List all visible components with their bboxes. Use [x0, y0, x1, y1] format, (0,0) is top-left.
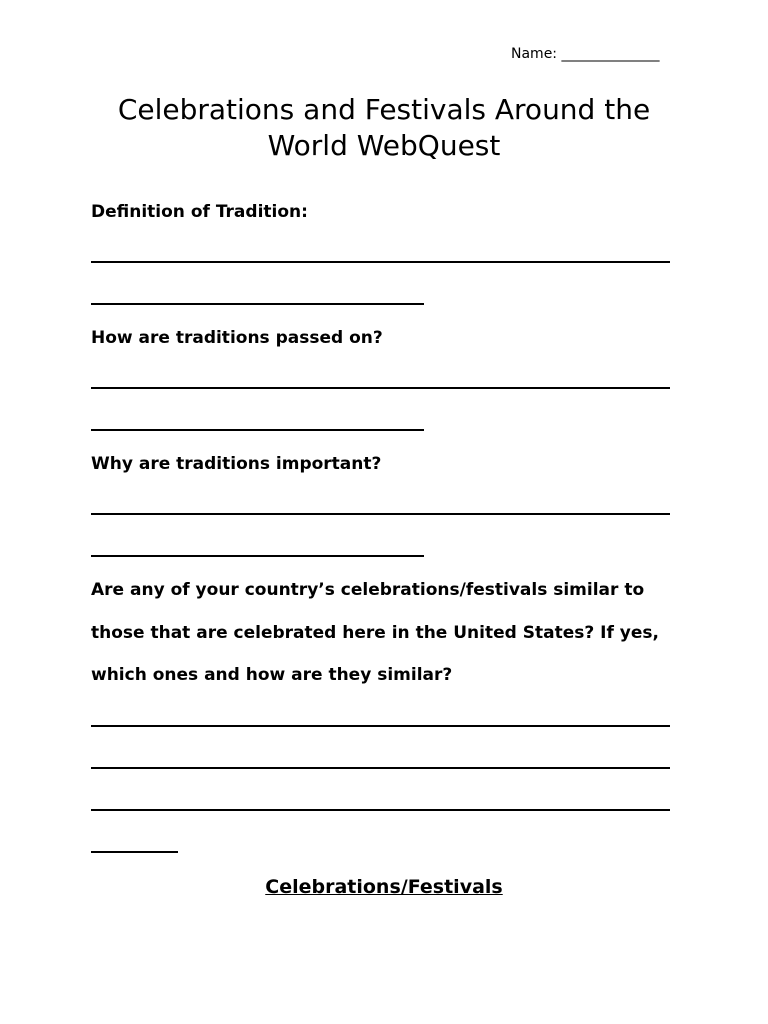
question-similar-celebrations-line-1: Are any of your country’s celebrations/festivals similar to	[91, 580, 645, 600]
page-title	[60, 92, 708, 164]
page-title-line-2: World WebQuest	[267, 129, 501, 162]
answer-line	[91, 387, 670, 389]
answer-line	[91, 555, 424, 557]
name-field-label: Name: ______________	[511, 46, 660, 62]
answer-line	[91, 725, 670, 727]
answer-line	[91, 303, 424, 305]
question-similar-celebrations-line-2: those that are celebrated here in the United States? If yes,	[91, 623, 659, 643]
question-definition-of-tradition: Definition of Tradition:	[91, 202, 308, 222]
answer-line	[91, 513, 670, 515]
answer-line	[91, 767, 670, 769]
answer-line	[91, 809, 670, 811]
question-similar-celebrations-line-3: which ones and how are they similar?	[91, 665, 453, 685]
question-how-traditions-passed-on: How are traditions passed on?	[91, 328, 383, 348]
section-heading: Celebrations/Festivals	[265, 876, 503, 898]
answer-line	[91, 429, 424, 431]
page-title-line-1: Celebrations and Festivals Around the	[117, 93, 651, 126]
question-why-traditions-important: Why are traditions important?	[91, 454, 382, 474]
answer-line	[91, 261, 670, 263]
answer-line	[91, 851, 178, 853]
